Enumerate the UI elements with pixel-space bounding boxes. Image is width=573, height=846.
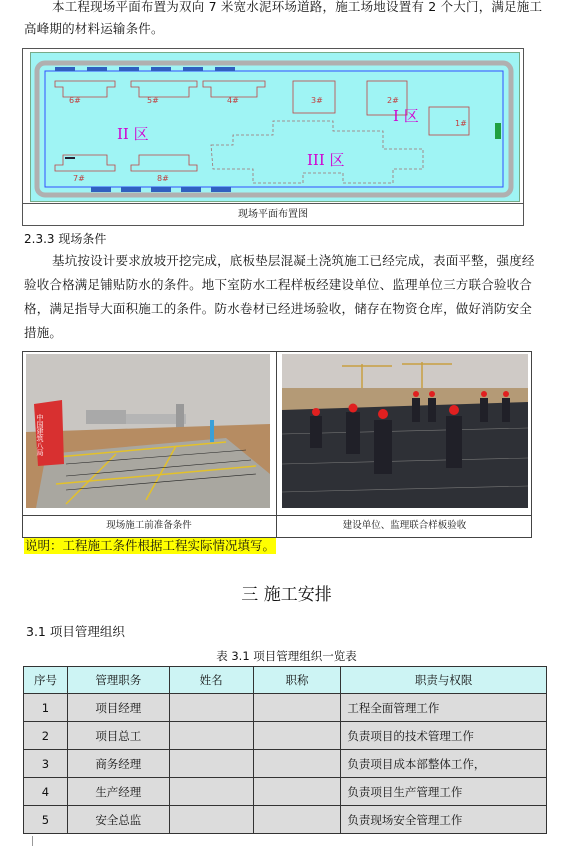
page-margin-mark: [32, 836, 33, 846]
site-condition-line-4: 措施。: [24, 325, 63, 340]
svg-text:1#: 1#: [455, 119, 467, 128]
photo-table-divider: [276, 351, 277, 538]
svg-text:II 区: II 区: [117, 125, 149, 143]
table-cell: [169, 806, 253, 834]
site-condition-line-3: 格，满足指导大面积施工的条件。防水卷材已经进场验收，储存在物资仓库，做好消防安全: [24, 301, 533, 316]
site-plan-drawing: [31, 53, 520, 202]
table-cell: [169, 778, 253, 806]
svg-text:6#: 6#: [69, 96, 81, 105]
table-cell: 安全总监: [67, 806, 169, 834]
table-title: 表 3.1 项目管理组织一览表: [216, 649, 357, 663]
svg-text:5#: 5#: [147, 96, 159, 105]
highlighted-note: 说明：工程施工条件根据工程实际情况填写。: [25, 538, 276, 553]
right-photo-caption: 建设单位、监理联合样板验收: [342, 520, 467, 531]
table-cell: [169, 694, 253, 722]
table-cell: [169, 722, 253, 750]
svg-text:8#: 8#: [157, 174, 169, 183]
project-management-table: [23, 666, 547, 834]
svg-text:I 区: I 区: [393, 107, 419, 125]
header-cell: 管理职务: [67, 667, 169, 694]
svg-text:7#: 7#: [73, 174, 85, 183]
site-plan-caption: 现场平面布置图: [22, 203, 524, 226]
site-condition-line-1: 基坑按设计要求放坡开挖完成，底板垫层混凝土浇筑施工已经完成，表面平整，强度经: [52, 253, 535, 268]
svg-text:III 区: III 区: [307, 151, 345, 169]
table-cell: 负责项目成本部整体工作，: [341, 750, 547, 778]
table-cell: 负责现场安全管理工作: [341, 806, 547, 834]
svg-text:4#: 4#: [227, 96, 239, 105]
table-cell: 项目总工: [67, 722, 169, 750]
header-cell: 序号: [24, 667, 68, 694]
table-cell: 项目经理: [67, 694, 169, 722]
table-cell: 商务经理: [67, 750, 169, 778]
svg-text:2#: 2#: [387, 96, 399, 105]
table-cell: 2: [24, 722, 68, 750]
table-cell: [253, 750, 341, 778]
table-cell: 生产经理: [67, 778, 169, 806]
section-heading-2-3-3: 2.3.3 现场条件: [24, 232, 107, 246]
table-cell: [253, 806, 341, 834]
table-cell: 5: [24, 806, 68, 834]
table-header-row: [24, 667, 547, 694]
sub-heading-3-1: 3.1 项目管理组织: [26, 624, 125, 639]
header-cell: 职称: [253, 667, 341, 694]
table-cell: [169, 750, 253, 778]
banner-text: 中国建筑八局: [36, 414, 44, 456]
svg-text:3#: 3#: [311, 96, 323, 105]
table-row: [24, 694, 547, 722]
site-plan-image: [30, 52, 520, 202]
table-cell: 4: [24, 778, 68, 806]
table-cell: 负责项目生产管理工作: [341, 778, 547, 806]
left-photo-caption: 现场施工前准备条件: [106, 520, 192, 531]
table-row: [24, 806, 547, 834]
table-cell: [253, 694, 341, 722]
table-row: [24, 750, 547, 778]
table-cell: 3: [24, 750, 68, 778]
table-row: [24, 778, 547, 806]
table-cell: 负责项目的技术管理工作: [341, 722, 547, 750]
joint-inspection-photo: [282, 354, 528, 508]
table-cell: [253, 722, 341, 750]
table-row: [24, 722, 547, 750]
table-cell: 1: [24, 694, 68, 722]
intro-line-1: 本工程现场平面布置为双向 7 米宽水泥环场道路，施工场地设置有 2 个大门，满足施工: [52, 0, 543, 14]
table-cell: 工程全面管理工作: [341, 694, 547, 722]
site-preparation-photo: [26, 354, 270, 508]
chapter-title: 三 施工安排: [241, 585, 332, 605]
intro-line-2: 高峰期的材料运输条件。: [24, 21, 164, 36]
table-cell: [253, 778, 341, 806]
site-condition-line-2: 验收合格满足铺贴防水的条件。地下室防水工程样板经建设单位、监理单位三方联合验收合: [24, 277, 533, 292]
header-cell: 姓名: [169, 667, 253, 694]
header-cell: 职责与权限: [341, 667, 547, 694]
